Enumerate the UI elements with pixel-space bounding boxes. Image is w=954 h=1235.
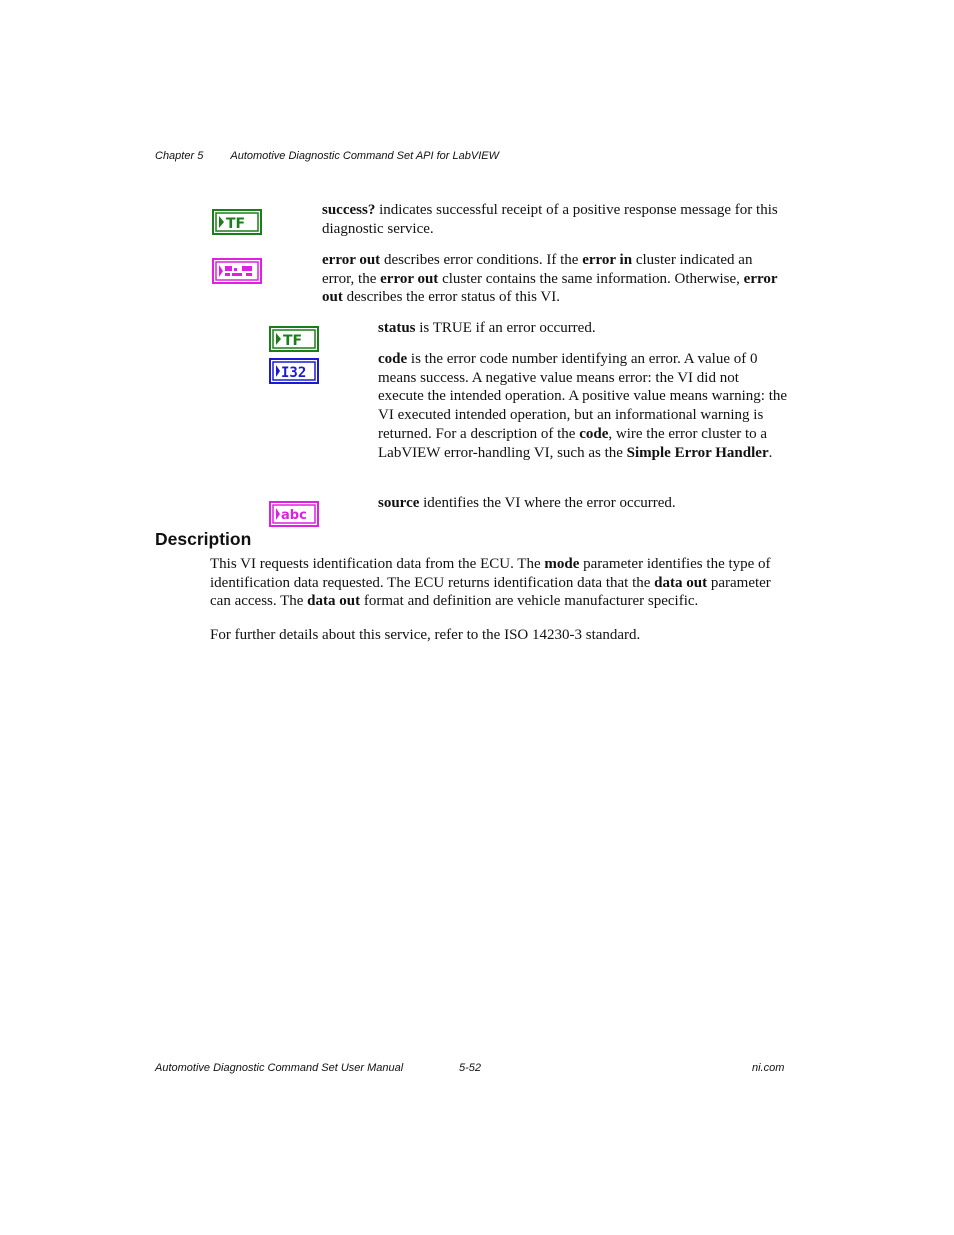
chapter-label: Chapter 5 (155, 150, 204, 162)
body-text: format and definition are vehicle manufacturer specific. (360, 593, 699, 610)
string-abc-icon (269, 501, 315, 523)
footer-manual-title: Automotive Diagnostic Command Set User Manual (155, 1062, 404, 1074)
param-text: describes the error status of this VI. (342, 289, 561, 306)
error-out-description (322, 251, 782, 307)
body-text: parameter can access. The (210, 574, 771, 610)
param-ref: error in (582, 252, 633, 268)
status-description (378, 319, 788, 338)
param-name: error out (322, 252, 381, 268)
error-cluster-icon (212, 258, 258, 280)
i32-numeric-icon (269, 358, 315, 380)
param-text: describes error conditions. If the (380, 252, 583, 268)
tf-boolean-icon (212, 209, 258, 231)
param-name: code (378, 351, 408, 367)
source-description (378, 494, 788, 513)
param-name: success? (322, 202, 376, 218)
param-ref: data out (307, 593, 361, 610)
param-text: identifies the VI where the error occurred. (419, 495, 676, 511)
body-text: This VI requests identification data from the ECU. The (210, 556, 545, 572)
chapter-title: Automotive Diagnostic Command Set API for LabVIEW (230, 150, 499, 162)
section-heading: Description (155, 529, 252, 549)
param-text: cluster indicated an error, the (322, 252, 753, 287)
footer-page-number: 5-52 (459, 1062, 482, 1074)
code-description (378, 350, 788, 462)
svg-text:I32: I32 (281, 365, 307, 381)
param-ref: mode (544, 556, 580, 572)
description-paragraph (210, 555, 788, 611)
vi-ref: Simple Error Handler (626, 444, 769, 461)
param-name: source (378, 495, 420, 511)
param-text: cluster contains the same information. Otherwise, (438, 270, 744, 287)
further-details-paragraph: For further details about this service, refer to the ISO 14230-3 standard. (210, 627, 641, 643)
param-text: indicates successful receipt of a positive response message for this diagnostic service. (322, 202, 778, 237)
body-text: parameter identifies the type of identification data requested. The ECU returns identification data that the (210, 556, 771, 591)
param-text: is TRUE if an error occurred. (415, 320, 596, 336)
param-text: , wire the error cluster to a LabVIEW error-handling VI, such as the (378, 425, 768, 461)
tf-boolean-icon (269, 326, 315, 348)
param-ref: data out (654, 574, 708, 591)
param-ref: error out (380, 270, 439, 287)
param-ref: code (579, 425, 609, 442)
param-text: . (768, 444, 773, 461)
svg-text:abc: abc (281, 508, 307, 523)
svg-text:TF: TF (283, 333, 303, 349)
success-description (322, 201, 782, 238)
param-text: is the error code number identifying an error. A value of 0 means success. A negative value means error: the VI did not execute the intended operation. A positive value means warning: the VI executed intended operation, but an informational warning is returned. For a description of the (378, 351, 788, 442)
param-name: status (378, 320, 416, 336)
running-header (155, 150, 499, 162)
param-ref: error out (322, 270, 778, 306)
svg-text:TF: TF (226, 216, 246, 232)
footer-site-link[interactable]: ni.com (752, 1062, 785, 1074)
